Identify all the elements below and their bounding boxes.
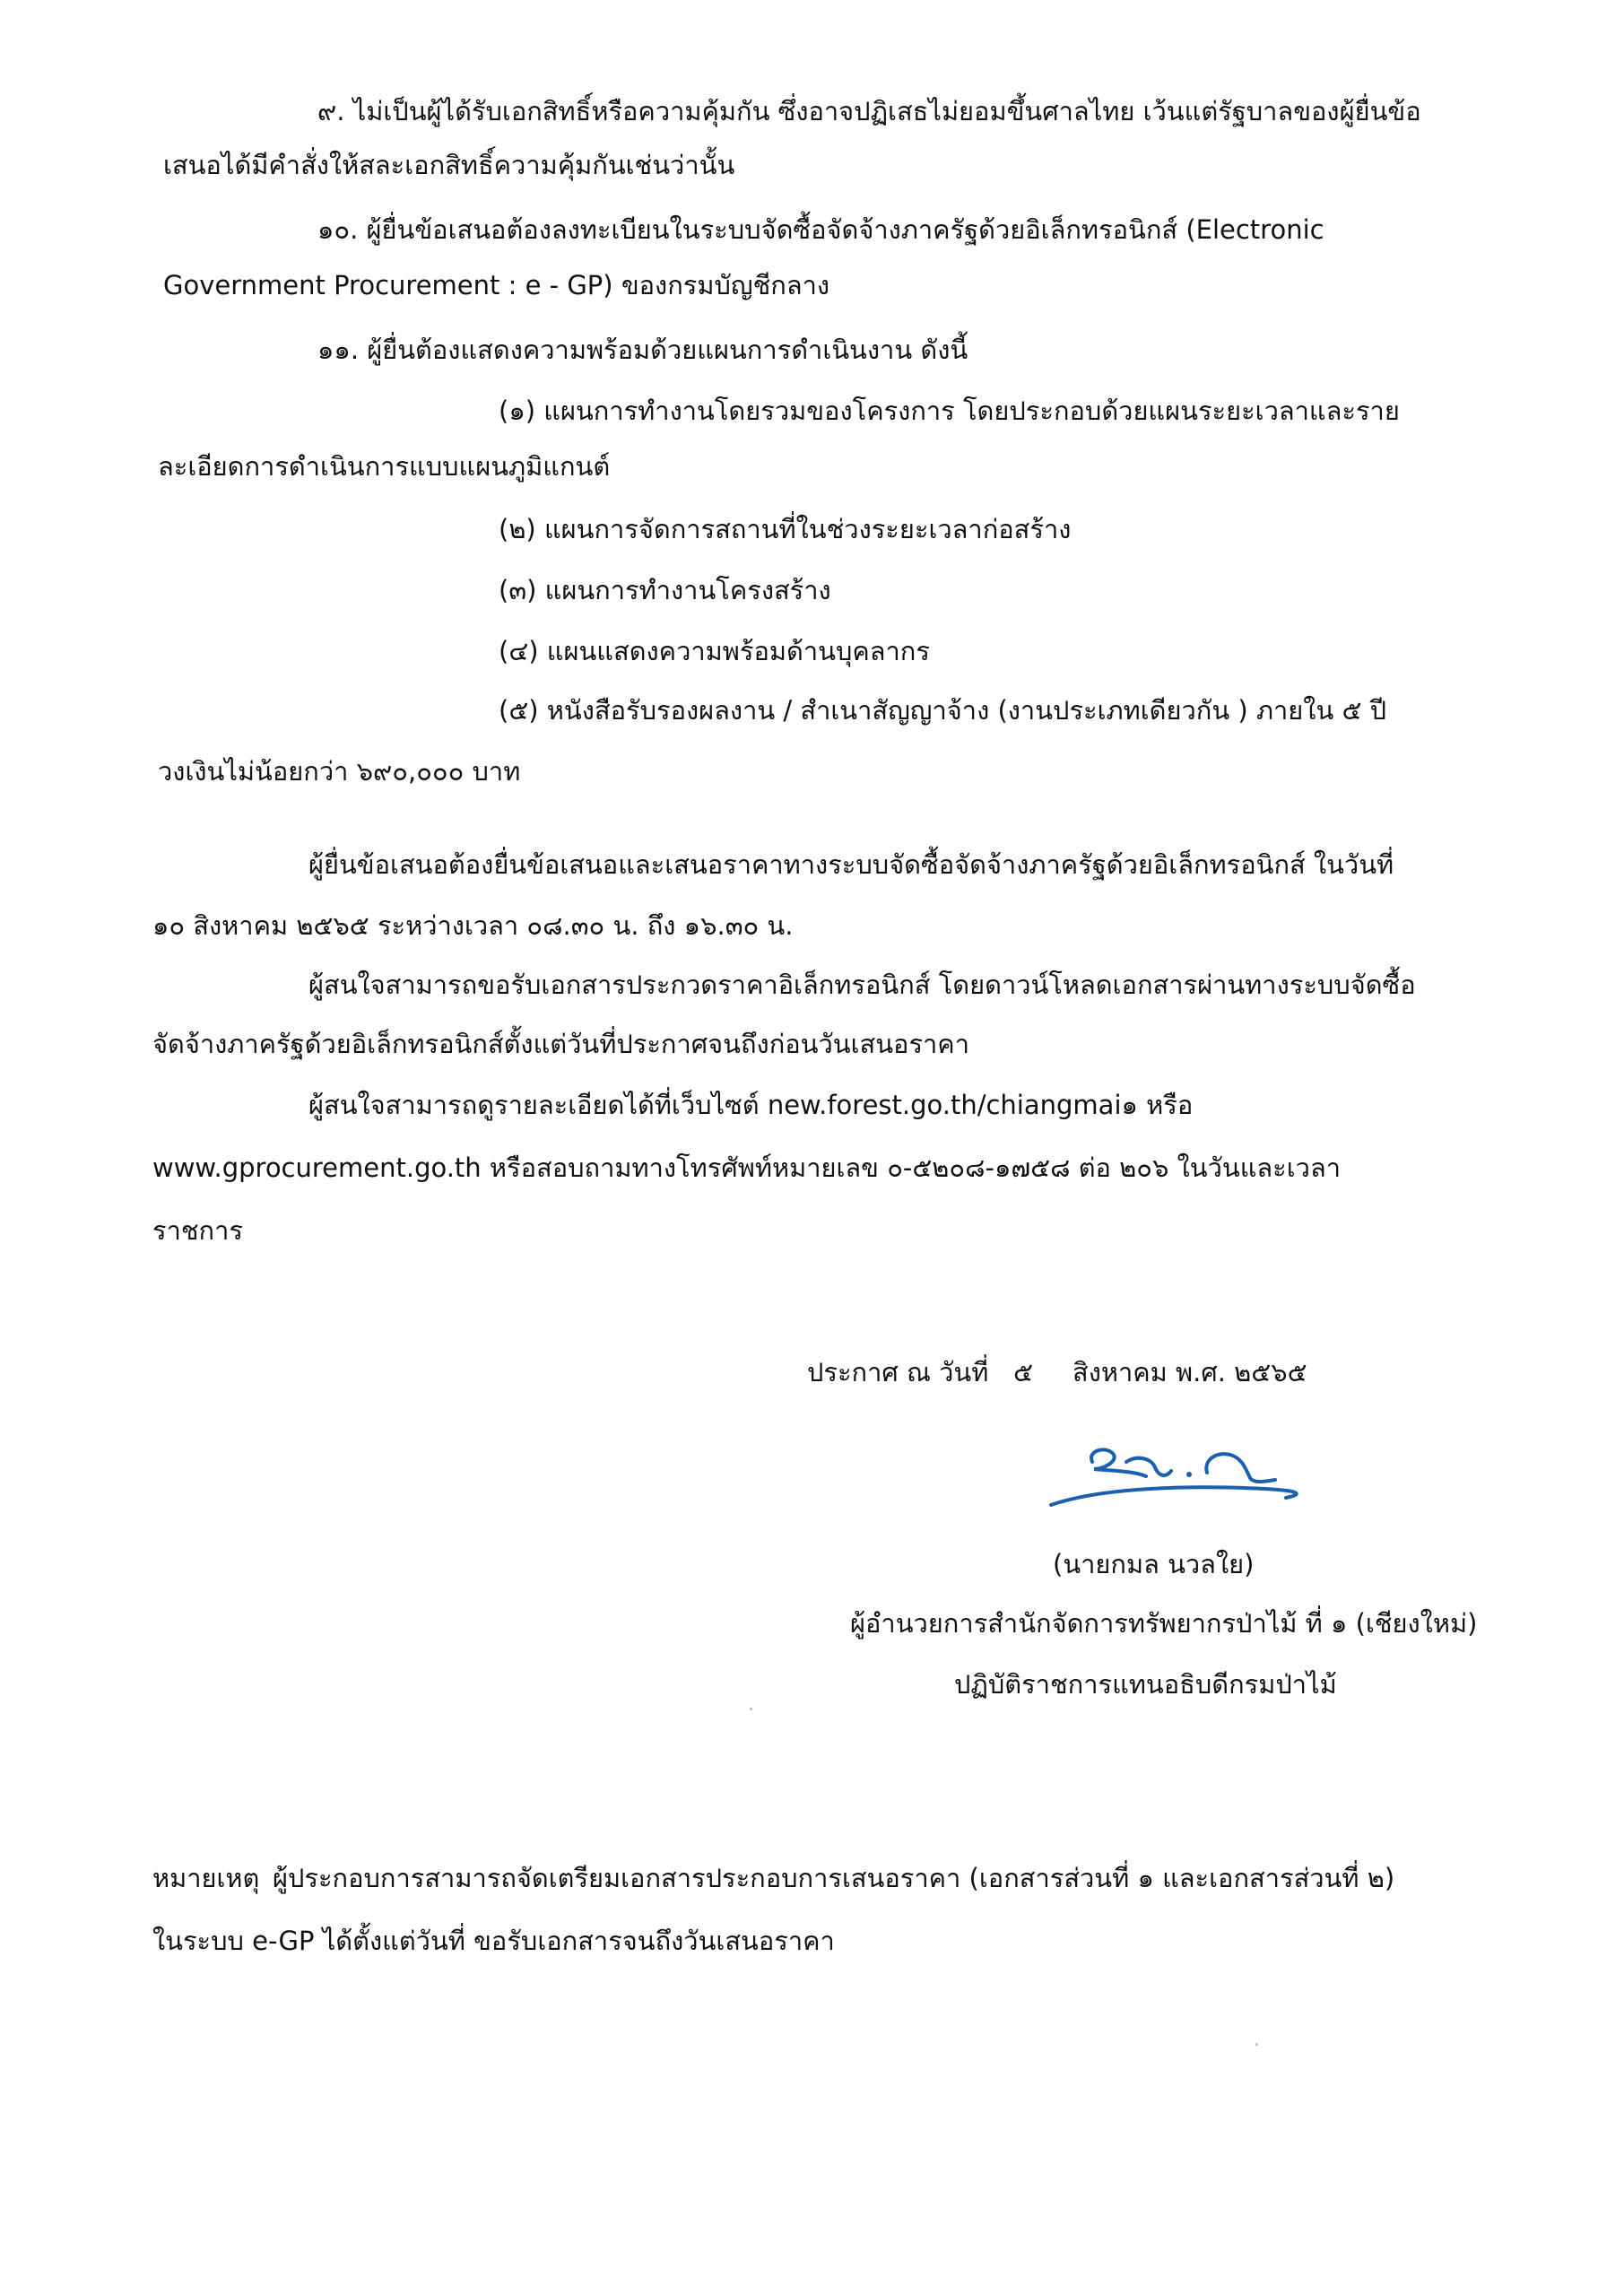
announcement-day: ๕ <box>1013 1357 1033 1387</box>
plan-item-1-line-1: (๑) แผนการทำงานโดยรวมของโครงการ โดยประกอบด้วยแผนระยะเวลาและราย <box>499 396 1400 426</box>
clause-10-line-1: ๑๐. ผู้ยื่นข้อเสนอต้องลงทะเบียนในระบบจัดซื้อจัดจ้างภาครัฐด้วยอิเล็กทรอนิกส์ (Electronic <box>317 214 1324 245</box>
submission-line-2: ๑๐ สิงหาคม ๒๕๖๕ ระหว่างเวลา ๐๘.๓๐ น. ถึง ๑๖.๓๐ น. <box>152 910 794 941</box>
announcement-date-prefix: ประกาศ ณ วันที่ <box>807 1357 989 1387</box>
signatory-position: ผู้อำนวยการสำนักจัดการทรัพยากรป่าไม้ ที่ ๑ (เชียงใหม่) <box>850 1608 1478 1639</box>
scan-speck <box>1255 2043 1258 2046</box>
clause-9-line-1: ๙. ไม่เป็นผู้ได้รับเอกสิทธิ์หรือความคุ้มกัน ซึ่งอาจปฏิเสธไม่ยอมขึ้นศาลไทย เว้นแต่รัฐบาลของผู้ยื่นข้อ <box>317 96 1421 126</box>
plan-item-2: (๒) แผนการจัดการสถานที่ในช่วงระยะเวลาก่อสร้าง <box>499 514 1072 544</box>
clause-11-heading: ๑๑. ผู้ยื่นต้องแสดงความพร้อมด้วยแผนการดำเนินงาน ดังนี้ <box>317 335 968 365</box>
handwritten-signature <box>1040 1435 1309 1534</box>
download-line-2: จัดจ้างภาครัฐด้วยอิเล็กทรอนิกส์ตั้งแต่วันที่ประกาศจนถึงก่อนวันเสนอราคา <box>152 1029 969 1059</box>
signatory-acting-for: ปฏิบัติราชการแทนอธิบดีกรมป่าไม้ <box>954 1669 1337 1700</box>
clause-10-line-2: Government Procurement : e - GP) ของกรมบัญชีกลาง <box>163 270 830 300</box>
clause-9-line-2: เสนอได้มีคำสั่งให้สละเอกสิทธิ์ความคุ้มกันเช่นว่านั้น <box>163 150 735 180</box>
submission-line-1: ผู้ยื่นข้อเสนอต้องยื่นข้อเสนอและเสนอราคาทางระบบจัดซื้อจัดจ้างภาครัฐด้วยอิเล็กทรอนิกส์ ในวันที่ <box>308 849 1394 880</box>
plan-item-1-line-2: ละเอียดการดำเนินการแบบแผนภูมิแกนต์ <box>158 451 611 482</box>
remark-label: หมายเหตุ <box>152 1863 260 1893</box>
scan-speck <box>750 1708 752 1710</box>
plan-item-5-line-1: (๕) หนังสือรับรองผลงาน / สำเนาสัญญาจ้าง (งานประเภทเดียวกัน ) ภายใน ๕ ปี <box>499 695 1387 726</box>
remark-line-1: ผู้ประกอบการสามารถจัดเตรียมเอกสารประกอบการเสนอราคา (เอกสารส่วนที่ ๑ และเอกสารส่วนที่ ๒) <box>273 1863 1395 1893</box>
contact-line-2: www.gprocurement.go.th หรือสอบถามทางโทรศัพท์หมายเลข ๐-๕๒๐๘-๑๗๕๘ ต่อ ๒๐๖ ในวันและเวลา <box>152 1152 1342 1183</box>
signatory-name: (นายกมล นวลใย) <box>1053 1549 1255 1579</box>
contact-line-3: ราชการ <box>152 1215 243 1246</box>
contact-line-1: ผู้สนใจสามารถดูรายละเอียดได้ที่เว็บไซต์ new.forest.go.th/chiangmai๑ หรือ <box>308 1090 1194 1120</box>
plan-item-3: (๓) แผนการทำงานโครงสร้าง <box>499 575 831 605</box>
remark-line-2: ในระบบ e-GP ได้ตั้งแต่วันที่ ขอรับเอกสารจนถึงวันเสนอราคา <box>152 1926 835 1956</box>
plan-item-4: (๔) แผนแสดงความพร้อมด้านบุคลากร <box>499 636 930 666</box>
download-line-1: ผู้สนใจสามารถขอรับเอกสารประกวดราคาอิเล็กทรอนิกส์ โดยดาวน์โหลดเอกสารผ่านทางระบบจัดซื้อ <box>308 970 1416 1000</box>
plan-item-5-line-2: วงเงินไม่น้อยกว่า ๖๙๐,๐๐๐ บาท <box>158 756 521 787</box>
announcement-month-year: สิงหาคม พ.ศ. ๒๕๖๕ <box>1073 1357 1307 1387</box>
